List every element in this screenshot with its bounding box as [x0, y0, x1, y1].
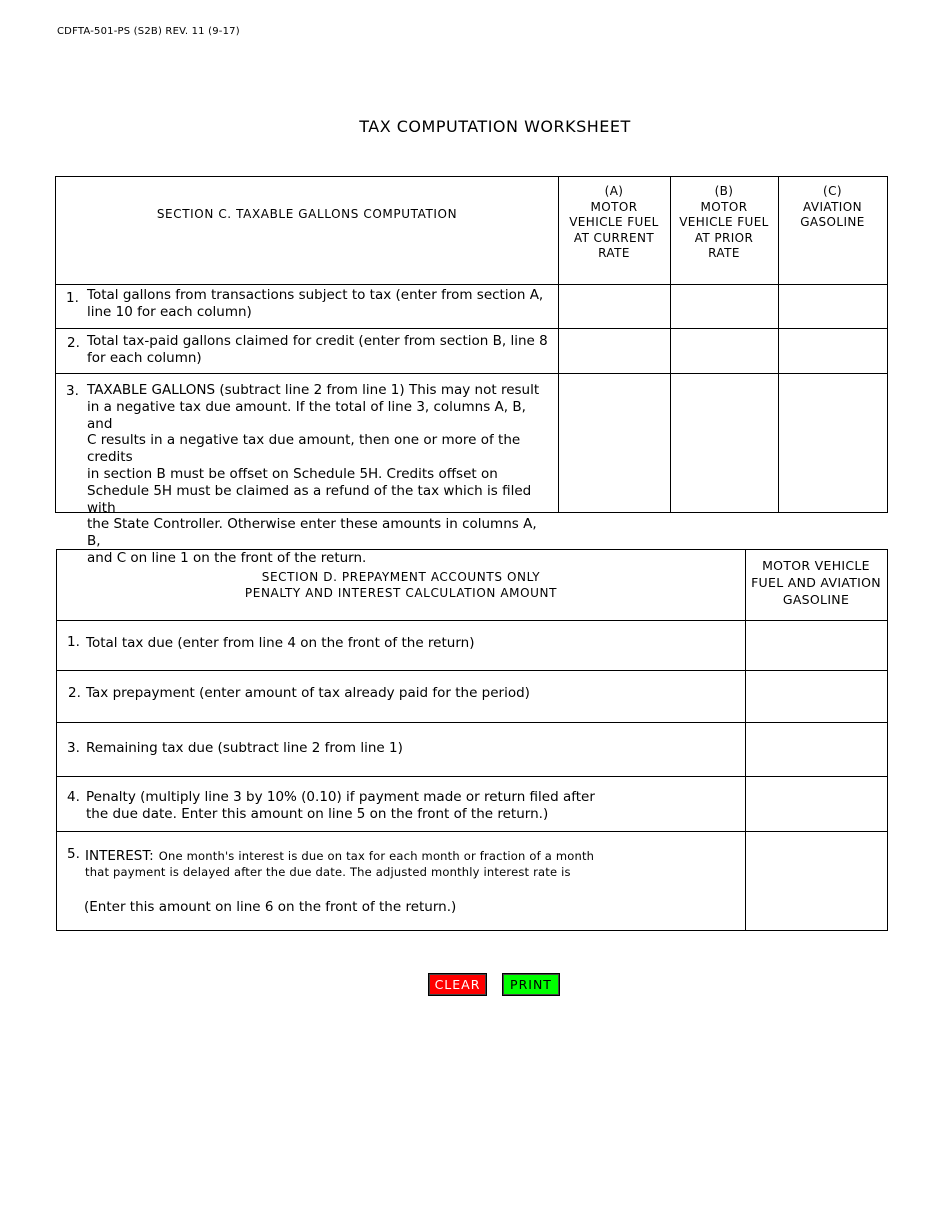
- row-divider: [57, 831, 887, 832]
- column-header-amount: [745, 558, 887, 608]
- row-divider: [57, 620, 887, 621]
- row-description: Remaining tax due (subtract line 2 from line 1): [86, 740, 403, 756]
- row-divider: [57, 670, 887, 671]
- line-number: 3.: [67, 740, 80, 756]
- column-header-line: AVIATION: [803, 199, 862, 214]
- row-description: [86, 789, 595, 823]
- print-button[interactable]: PRINT: [502, 973, 560, 996]
- row-divider: [57, 776, 887, 777]
- description-line: TAXABLE GALLONS (subtract line 2 from line 1) This may not result: [87, 382, 540, 398]
- line-number: 4.: [67, 789, 80, 805]
- column-header-line: AT PRIOR: [694, 230, 754, 245]
- form-id: CDFTA-501-PS (S2B) REV. 11 (9-17): [57, 26, 240, 37]
- section-d-header-line: PENALTY AND INTEREST CALCULATION AMOUNT: [244, 586, 558, 600]
- column-header-line: VEHICLE FUEL: [569, 215, 659, 229]
- column-header-line: MOTOR: [590, 199, 638, 214]
- column-header-line: RATE: [708, 246, 740, 260]
- row-divider: [56, 328, 887, 329]
- row-divider: [57, 722, 887, 723]
- line-number: 3.: [66, 383, 79, 399]
- description-line: in a negative tax due amount. If the total of line 3, columns A, B, and: [87, 398, 526, 432]
- column-header-line: (B): [714, 184, 734, 198]
- column-header-line: MOTOR VEHICLE: [762, 558, 870, 573]
- description-line: C results in a negative tax due amount, then one or more of the credits: [87, 432, 521, 466]
- row-description: [87, 287, 552, 321]
- line-number: 1.: [66, 290, 79, 306]
- column-header-line: AT CURRENT: [573, 230, 655, 245]
- description-line: Total gallons from transactions subject to tax (enter from section A,: [87, 287, 544, 303]
- description-line: the due date. Enter this amount on line 5 on the front of the return.): [86, 805, 549, 822]
- description-line: the State Controller. Otherwise enter these amounts in columns A, B,: [87, 516, 537, 550]
- description-line: and C on line 1 on the front of the return.: [87, 549, 367, 566]
- description-line: line 10 for each column): [87, 303, 252, 320]
- interest-enter-note: (Enter this amount on line 6 on the front of the return.): [84, 899, 457, 915]
- description-line: Penalty (multiply line 3 by 10% (0.10) if payment made or return filed after: [86, 789, 595, 805]
- column-header-line: GASOLINE: [782, 591, 850, 607]
- column-header-line: GASOLINE: [800, 215, 865, 229]
- section-c-header: SECTION C. TAXABLE GALLONS COMPUTATION: [156, 207, 458, 221]
- column-header-a: [558, 184, 670, 262]
- interest-text: One month's interest is due on tax for each month or fraction of a month: [158, 849, 595, 863]
- interest-description: [85, 845, 735, 880]
- column-header-line: (A): [604, 184, 624, 198]
- line-number: 5.: [67, 846, 80, 862]
- line-number: 2.: [67, 335, 80, 351]
- row-description: Total tax due (enter from line 4 on the front of the return): [86, 635, 475, 651]
- row-divider: [56, 284, 887, 285]
- column-header-line: RATE: [598, 246, 630, 260]
- column-header-line: FUEL AND AVIATION: [751, 574, 881, 590]
- row-description: Tax prepayment (enter amount of tax already paid for the period): [86, 685, 530, 701]
- interest-text: that payment is delayed after the due date. The adjusted monthly interest rate is: [85, 864, 571, 879]
- section-d-table: [56, 549, 888, 931]
- description-line: for each column): [87, 349, 202, 366]
- column-header-line: (C): [823, 184, 842, 198]
- section-d-header-line: SECTION D. PREPAYMENT ACCOUNTS ONLY: [261, 570, 541, 584]
- clear-button[interactable]: CLEAR: [428, 973, 487, 996]
- column-header-b: [670, 184, 778, 262]
- column-header-c: [778, 184, 887, 231]
- description-line: Total tax-paid gallons claimed for credit (enter from section B, line 8: [87, 333, 548, 349]
- description-line: Schedule 5H must be claimed as a refund of the tax which is filed with: [87, 482, 532, 516]
- column-header-line: MOTOR: [700, 199, 748, 214]
- section-d-header: [57, 569, 745, 601]
- section-c-table: [55, 176, 888, 566]
- description-line: in section B must be offset on Schedule 5H. Credits offset on: [87, 465, 498, 482]
- line-number: 2.: [68, 685, 81, 701]
- column-header-line: VEHICLE FUEL: [679, 215, 769, 229]
- row-description: [87, 333, 552, 367]
- row-divider: [56, 373, 887, 374]
- row-description: [87, 382, 552, 567]
- page-title: TAX COMPUTATION WORKSHEET: [359, 117, 631, 136]
- interest-label: INTEREST:: [85, 848, 154, 864]
- line-number: 1.: [67, 634, 80, 650]
